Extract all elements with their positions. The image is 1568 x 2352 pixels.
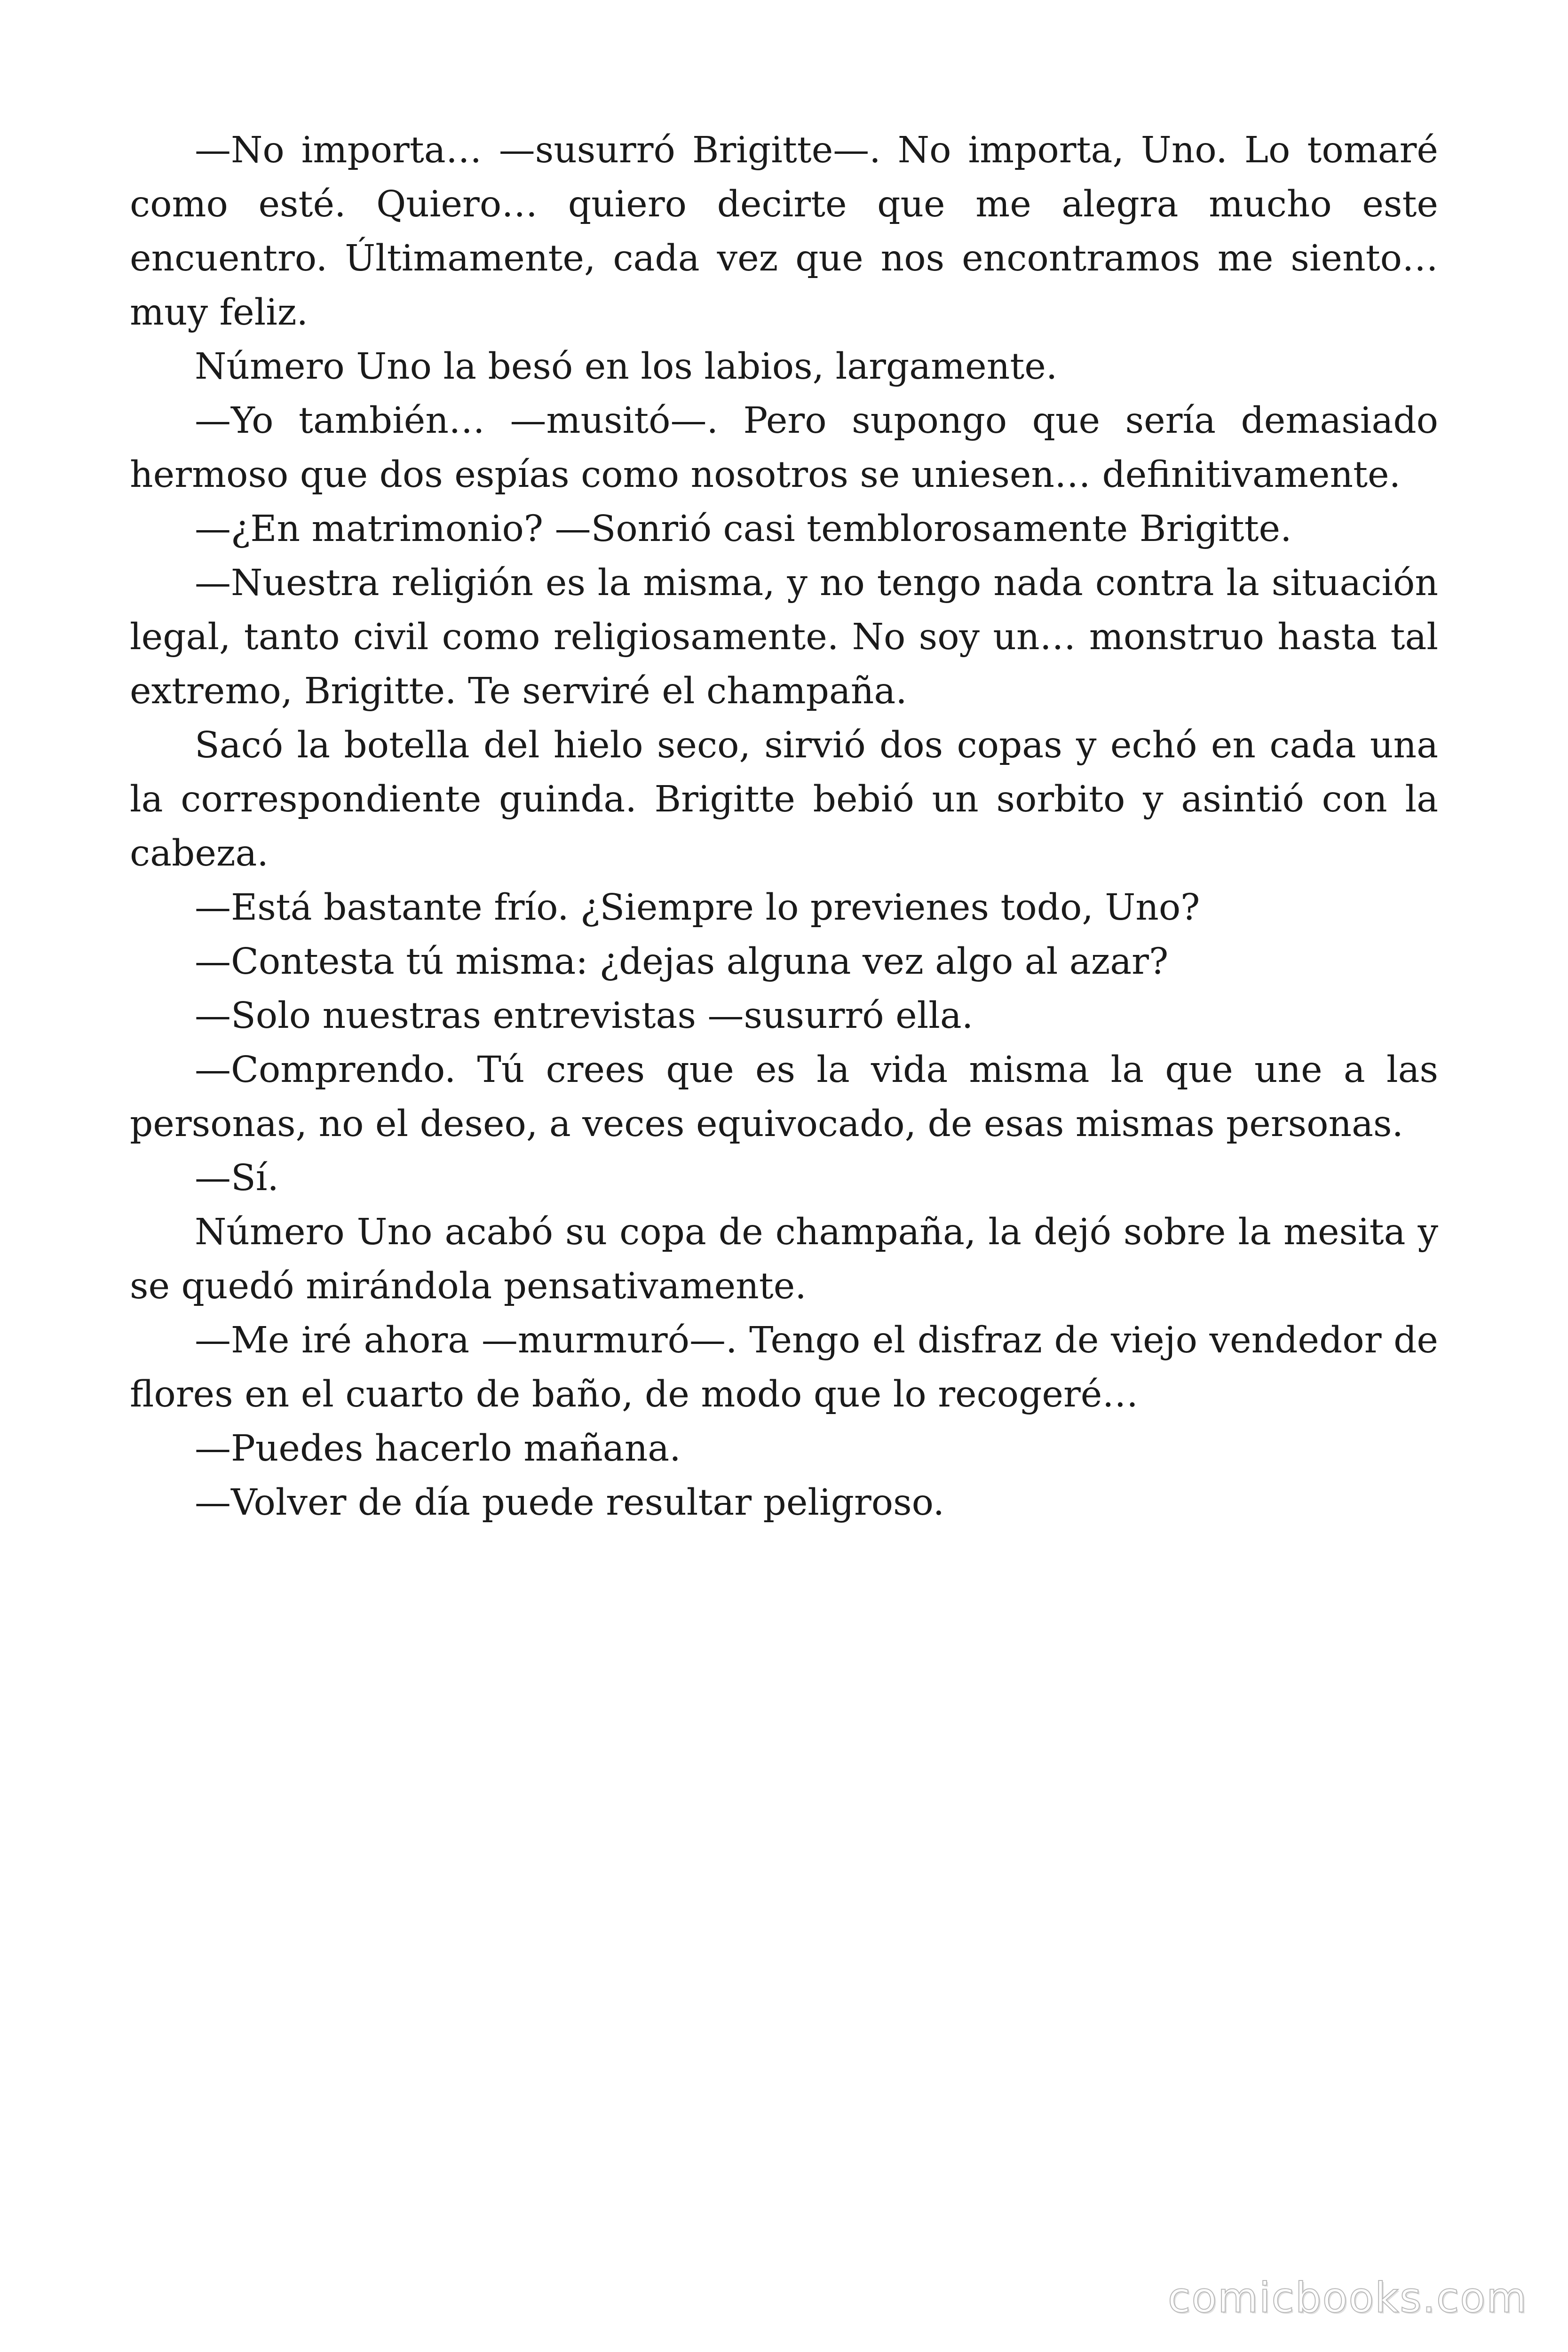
- paragraph: —Solo nuestras entrevistas —susurró ella.: [195, 995, 974, 1037]
- watermark: comicbooks.com: [1167, 2273, 1528, 2322]
- page-body: [130, 123, 1438, 1530]
- paragraph: —No importa… —susurró Brigitte—. No importa, Uno. Lo tomaré como esté. Quiero… quiero decirte que me alegra mucho este encuentro. Últimamente, cada vez que nos encontramos me siento… muy feliz.: [130, 129, 1438, 334]
- paragraph: —Está bastante frío. ¿Siempre lo previenes todo, Uno?: [195, 887, 1200, 929]
- paragraph: Número Uno la besó en los labios, largamente.: [195, 346, 1058, 388]
- paragraph: —¿En matrimonio? —Sonrió casi temblorosamente Brigitte.: [195, 508, 1292, 550]
- paragraph: —Sí.: [195, 1157, 279, 1199]
- paragraph: Número Uno acabó su copa de champaña, la dejó sobre la mesita y se quedó mirándola pensativamente.: [130, 1211, 1438, 1307]
- paragraph: —Comprendo. Tú crees que es la vida misma la que une a las personas, no el deseo, a veces equivocado, de esas mismas personas.: [130, 1049, 1438, 1145]
- paragraph: —Puedes hacerlo mañana.: [195, 1428, 681, 1470]
- paragraph: Sacó la botella del hielo seco, sirvió dos copas y echó en cada una la correspondiente guinda. Brigitte bebió un sorbito y asintió con la cabeza.: [130, 724, 1438, 874]
- paragraph: —Nuestra religión es la misma, y no tengo nada contra la situación legal, tanto civil como religiosamente. No soy un… monstruo hasta tal extremo, Brigitte. Te serviré el champaña.: [130, 562, 1438, 712]
- paragraph: —Yo también… —musitó—. Pero supongo que sería demasiado hermoso que dos espías como nosotros se uniesen… definitivamente.: [130, 400, 1438, 496]
- paragraph: —Contesta tú misma: ¿dejas alguna vez algo al azar?: [195, 941, 1169, 983]
- paragraph: —Volver de día puede resultar peligroso.: [195, 1482, 945, 1524]
- paragraph: —Me iré ahora —murmuró—. Tengo el disfraz de viejo vendedor de flores en el cuarto de baño, de modo que lo recogeré…: [130, 1319, 1438, 1415]
